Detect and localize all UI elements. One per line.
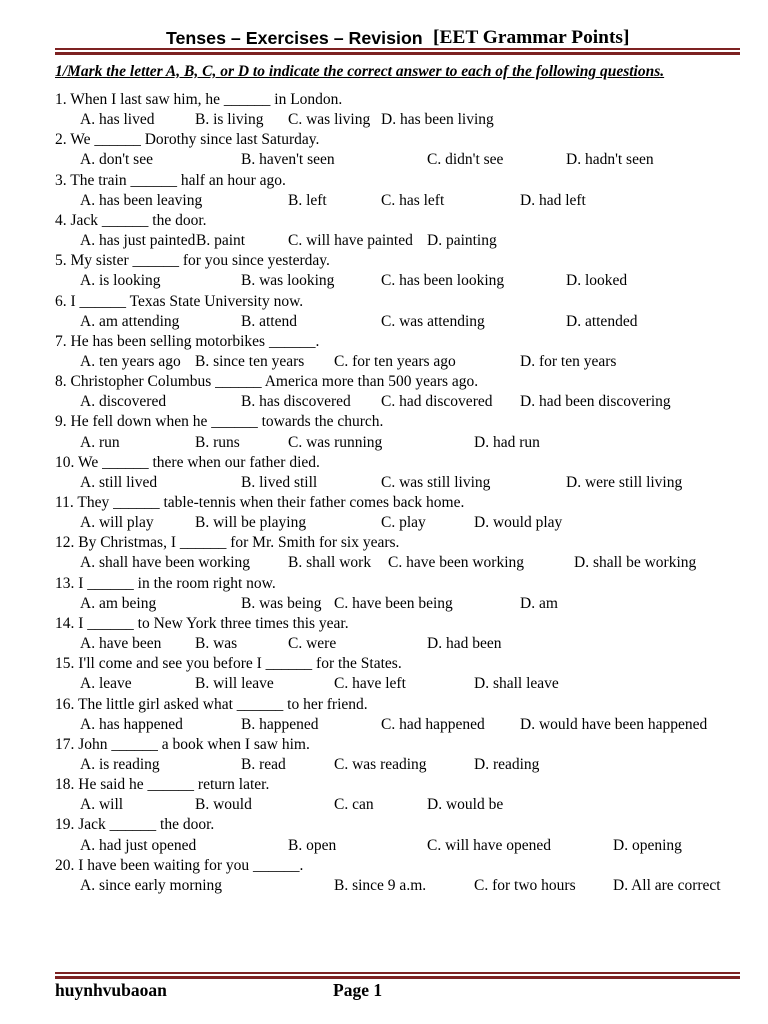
footer-rule-thin	[55, 972, 740, 974]
option-a: A. am being	[80, 594, 157, 612]
question-text: 6. I ______ Texas State University now.	[55, 292, 304, 310]
options-row	[0, 150, 768, 170]
option-c: C. can	[334, 796, 374, 814]
option-a: A. shall have been working	[80, 554, 251, 572]
option-a: A. will play	[80, 514, 154, 532]
option-a: A. have been	[80, 635, 162, 653]
options-row	[0, 312, 768, 332]
question-text: 4. Jack ______ the door.	[55, 211, 207, 229]
option-c: C. didn't see	[427, 151, 504, 169]
question-text: 11. They ______ table-tennis when their father comes back home.	[55, 494, 465, 511]
option-a: A. am attending	[80, 312, 180, 330]
options-row	[0, 634, 768, 654]
question-text: 16. The little girl asked what ______ to her friend.	[55, 695, 368, 713]
option-c: C. was attending	[381, 312, 485, 330]
options-row	[0, 674, 768, 694]
option-d: D. painting	[427, 232, 497, 250]
options-row	[0, 876, 768, 896]
question-line	[0, 211, 768, 231]
options-row	[0, 231, 768, 251]
option-a: A. had just opened	[80, 836, 197, 854]
options-row	[0, 836, 768, 856]
question-line	[0, 251, 768, 271]
option-b: B. would	[195, 796, 252, 814]
question-line	[0, 614, 768, 634]
option-b: B. haven't seen	[241, 151, 335, 169]
question-text: 19. Jack ______ the door.	[55, 816, 215, 834]
option-d: D. were still living	[566, 473, 683, 491]
question-line	[0, 856, 768, 876]
question-text: 12. By Christmas, I ______ for Mr. Smith for six years.	[55, 534, 400, 552]
option-c: C. was reading	[334, 755, 427, 773]
option-b: B. read	[241, 755, 286, 773]
question-line	[0, 130, 768, 150]
option-b: B. since 9 a.m.	[334, 876, 427, 894]
option-d: D. had left	[520, 191, 586, 209]
question-line	[0, 695, 768, 715]
option-b: B. was looking	[241, 272, 335, 290]
question-line	[0, 533, 768, 553]
option-c: C. will have painted	[288, 232, 413, 250]
option-c: C. have been being	[334, 594, 453, 612]
question-text: 8. Christopher Columbus ______ America more than 500 years ago.	[55, 373, 479, 391]
question-text: 14. I ______ to New York three times this year.	[55, 614, 349, 632]
options-row	[0, 594, 768, 614]
option-b: B. will leave	[195, 675, 274, 693]
option-c: C. for two hours	[474, 876, 576, 894]
option-b: B. left	[288, 191, 327, 209]
question-line	[0, 493, 768, 513]
question-text: 5. My sister ______ for you since yesterday.	[55, 252, 330, 270]
option-c: C. will have opened	[427, 836, 551, 854]
option-b: B. has discovered	[241, 393, 351, 411]
options-row	[0, 191, 768, 211]
question-line	[0, 292, 768, 312]
options-row	[0, 755, 768, 775]
options-row	[0, 795, 768, 815]
option-b: B. shall work	[288, 554, 372, 572]
option-d: D. attended	[566, 312, 638, 330]
option-a: A. is looking	[80, 272, 161, 290]
question-text: 9. He fell down when he ______ towards the church.	[55, 413, 384, 431]
header-rule-thick	[55, 52, 740, 55]
question-text: 13. I ______ in the room right now.	[55, 574, 276, 592]
option-d: D. would have been happened	[520, 715, 708, 733]
page-number: Page 1	[333, 980, 383, 1000]
option-c: C. play	[381, 514, 426, 532]
header-rule-thin	[55, 48, 740, 50]
option-b: B. open	[288, 836, 337, 854]
option-c: C. had happened	[381, 715, 485, 733]
options-row	[0, 352, 768, 372]
option-c: C. were	[288, 635, 337, 653]
option-c: C. had discovered	[381, 393, 493, 411]
option-c: C. have left	[334, 675, 406, 693]
option-d: D. for ten years	[520, 352, 617, 370]
option-a: A. leave	[80, 675, 132, 693]
option-b: B. was being	[241, 594, 322, 612]
option-d: D. hadn't seen	[566, 151, 654, 169]
options-row	[0, 715, 768, 735]
option-d: D. had been discovering	[520, 393, 671, 411]
document-title: Tenses – Exercises – Revision	[166, 28, 423, 48]
option-b: B. will be playing	[195, 514, 307, 532]
option-a: A. will	[80, 796, 124, 814]
exercise-instruction: 1/Mark the letter A, B, C, or D to indicate the correct answer to each of the following questions.	[55, 63, 665, 80]
footer-author: huynhvubaoan	[55, 980, 167, 1000]
option-a: A. ten years ago	[80, 352, 181, 370]
option-d: D. would be	[427, 796, 504, 814]
option-d: D. has been living	[381, 111, 494, 129]
question-text: 18. He said he ______ return later.	[55, 776, 270, 794]
document-subtitle: [EET Grammar Points]	[433, 27, 630, 48]
option-c: C. has left	[381, 191, 445, 209]
option-a: A. since early morning	[80, 876, 223, 894]
question-line	[0, 775, 768, 795]
options-row	[0, 392, 768, 412]
options-row	[0, 433, 768, 453]
option-c: C. have been working	[388, 554, 525, 572]
question-line	[0, 654, 768, 674]
options-row	[0, 271, 768, 291]
option-c: C. was still living	[381, 473, 491, 491]
option-b: B. runs	[195, 433, 240, 451]
question-text: 3. The train ______ half an hour ago.	[55, 171, 286, 189]
option-c: C. was running	[288, 433, 383, 451]
option-b: B. is living	[195, 111, 264, 129]
question-line	[0, 412, 768, 432]
option-d: D. had been	[427, 635, 502, 653]
question-text: 1. When I last saw him, he ______ in London.	[55, 91, 343, 108]
option-d: D. shall be working	[574, 554, 697, 572]
option-a: A. run	[80, 433, 120, 451]
option-a: A. has been leaving	[80, 191, 203, 209]
question-text: 2. We ______ Dorothy since last Saturday.	[55, 131, 320, 149]
question-text: 15. I'll come and see you before I ______ for the States.	[55, 655, 402, 673]
option-d: D. would play	[474, 514, 563, 532]
option-a: A. has just painted	[80, 232, 196, 250]
options-row	[0, 553, 768, 573]
option-d: D. reading	[474, 755, 540, 773]
question-text: 7. He has been selling motorbikes ______.	[55, 332, 320, 350]
option-c: C. was living	[288, 111, 371, 129]
question-text: 10. We ______ there when our father died.	[55, 453, 320, 471]
option-a: A. has happened	[80, 715, 183, 733]
option-b: B. attend	[241, 312, 297, 330]
option-a: A. still lived	[80, 473, 158, 491]
option-d: D. looked	[566, 272, 628, 290]
question-line	[0, 453, 768, 473]
option-d: D. shall leave	[474, 675, 559, 693]
option-b: B. paint	[196, 232, 246, 250]
option-c: C. has been looking	[381, 272, 505, 290]
option-a: A. discovered	[80, 393, 167, 411]
option-d: D. had run	[474, 433, 540, 451]
option-b: B. happened	[241, 715, 319, 733]
option-b: B. since ten years	[195, 352, 305, 370]
question-text: 20. I have been waiting for you ______.	[55, 856, 304, 874]
question-text: 17. John ______ a book when I saw him.	[55, 735, 310, 753]
options-row	[0, 110, 768, 130]
option-b: B. lived still	[241, 473, 318, 491]
option-a: A. has lived	[80, 111, 155, 129]
question-line	[0, 574, 768, 594]
question-line	[0, 90, 768, 110]
options-row	[0, 513, 768, 533]
question-line	[0, 815, 768, 835]
option-a: A. is reading	[80, 755, 160, 773]
question-line	[0, 332, 768, 352]
question-line	[0, 171, 768, 191]
option-b: B. was	[195, 635, 238, 653]
option-d: D. All are correct	[613, 876, 721, 894]
option-d: D. am	[520, 594, 558, 612]
options-row	[0, 473, 768, 493]
question-line	[0, 372, 768, 392]
option-d: D. opening	[613, 836, 682, 854]
option-c: C. for ten years ago	[334, 352, 456, 370]
question-line	[0, 735, 768, 755]
option-a: A. don't see	[80, 151, 153, 169]
